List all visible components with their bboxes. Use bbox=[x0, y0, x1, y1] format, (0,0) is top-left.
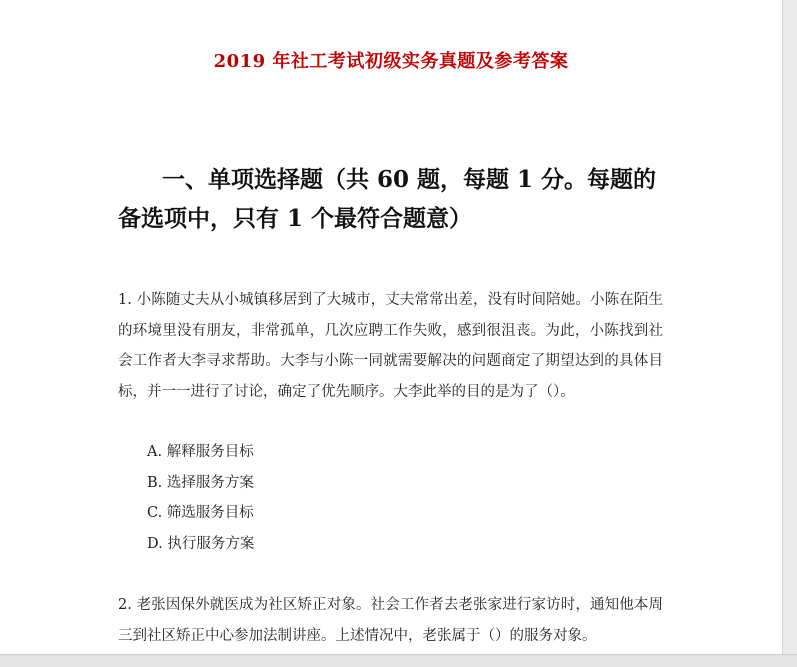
option-d: D. 执行服务方案 bbox=[147, 535, 255, 552]
option-a: A. 解释服务目标 bbox=[147, 444, 254, 460]
question-2-text: 2. 老张因保外就医成为社区矫正对象。社会工作者去老张家进行家访时，通知他本周三到社区矫正中心参加法制讲座。上述情况中，老张属于（）的服务对象。 bbox=[118, 597, 663, 644]
section-heading: 一、单项选择题（共 60 题，每题 1 分。每题的备选项中，只有 1 个最符合题意） bbox=[118, 166, 657, 232]
document-title: 2019 年社工考试初级实务真题及参考答案 bbox=[213, 51, 569, 72]
vertical-scrollbar[interactable] bbox=[782, 0, 797, 655]
question-1-text: 1. 小陈随丈夫从小城镇移居到了大城市，丈夫常常出差，没有时间陪她。小陈在陌生的环境里没有朋友，非常孤单，几次应聘工作失败，感到很沮丧。为此，小陈找到社会工作者大李寻求帮助。大李与小陈一同就需要解决的问题商定了期望达到的具体目标，并一一进行了讨论，确定了优先顺序。大李此举的目的是为了（）。 bbox=[118, 292, 663, 400]
option-b: B. 选择服务方案 bbox=[147, 474, 254, 491]
question-1-options bbox=[147, 437, 254, 559]
option-c: C. 筛选服务目标 bbox=[147, 505, 254, 521]
horizontal-scrollbar[interactable] bbox=[0, 654, 797, 667]
